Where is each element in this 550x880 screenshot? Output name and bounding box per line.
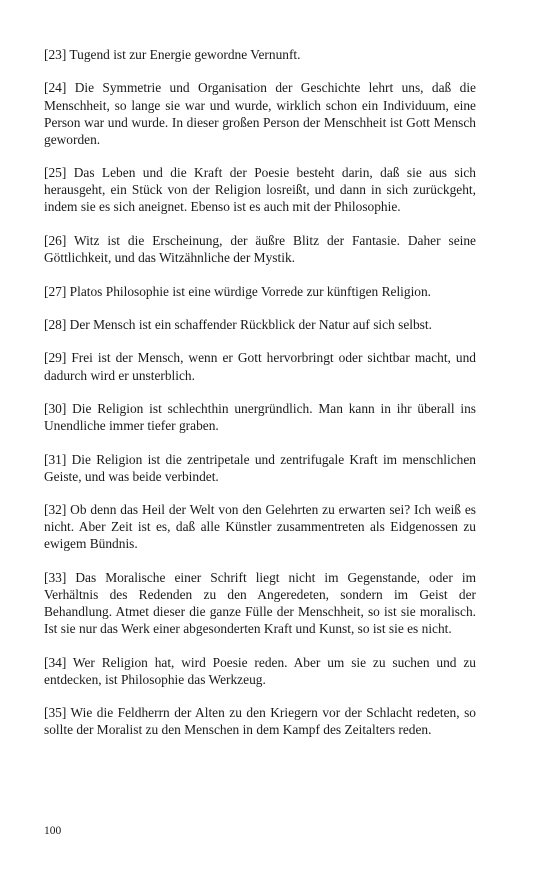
page-number: 100 — [44, 825, 62, 837]
page-body — [44, 46, 476, 755]
fragment-26: [26] Witz ist die Erscheinung, der äußre Blitz der Fantasie. Daher seine Göttlichkeit, und das Witzähnliche der Mystik. — [44, 232, 476, 266]
fragment-31: [31] Die Religion ist die zentripetale und zentrifugale Kraft im menschlichen Geiste, und was beide verbindet. — [44, 451, 476, 484]
fragment-33: [33] Das Moralische einer Schrift liegt nicht im Gegenstande, oder im Verhältnis des Redenden zu den Angeredeten, sondern im Geist der Behandlung. Atmet dieser die ganze Fülle der Menschheit, so ist sie moralisch. Ist sie nur das Werk einer abgesonderten Kraft und Kunst, so ist sie es nicht. — [44, 569, 476, 637]
fragment-32: [32] Ob denn das Heil der Welt von den Gelehrten zu erwarten sei? Ich weiß es nicht. Aber Zeit ist es, daß alle Künstler zusammentreten als Eidgenossen zu ewigem Bündnis. — [44, 502, 476, 552]
fragment-24: [24] Die Symmetrie und Organisation der Geschichte lehrt uns, daß die Menschheit, so lange sie war und wurde, wirklich schon ein Individuum, eine Person war und wurde. In dieser großen Person der Menschheit ist Gott Mensch geworden. — [44, 80, 476, 147]
fragment-25: [25] Das Leben und die Kraft der Poesie besteht darin, daß sie aus sich herausgeht, ein Stück von der Religion losreißt, und dann in sich zurückgeht, indem sie es sich aneignet. Ebenso ist es auch mit der Philosophie. — [44, 165, 476, 215]
fragment-29: [29] Frei ist der Mensch, wenn er Gott hervorbringt oder sichtbar macht, und dadurch wird er unsterblich. — [44, 350, 476, 383]
fragment-28: [28] Der Mensch ist ein schaffender Rückblick der Natur auf sich selbst. — [44, 316, 432, 332]
fragment-27: [27] Platos Philosophie ist eine würdige Vorrede zur künftigen Religion. — [44, 283, 432, 299]
fragment-35: [35] Wie die Feldherrn der Alten zu den Kriegern vor der Schlacht redeten, so sollte der Moralist zu den Menschen in dem Kampf des Zeitalters reden. — [44, 705, 476, 738]
fragment-34: [34] Wer Religion hat, wird Poesie reden. Aber um sie zu suchen und zu entdecken, ist Philosophie das Werkzeug. — [44, 654, 476, 687]
fragment-30: [30] Die Religion ist schlechthin unergründlich. Man kann in ihr überall ins Unendliche immer tiefer graben. — [44, 401, 476, 434]
fragment-23: [23] Tugend ist zur Energie gewordne Vernunft. — [44, 47, 301, 62]
